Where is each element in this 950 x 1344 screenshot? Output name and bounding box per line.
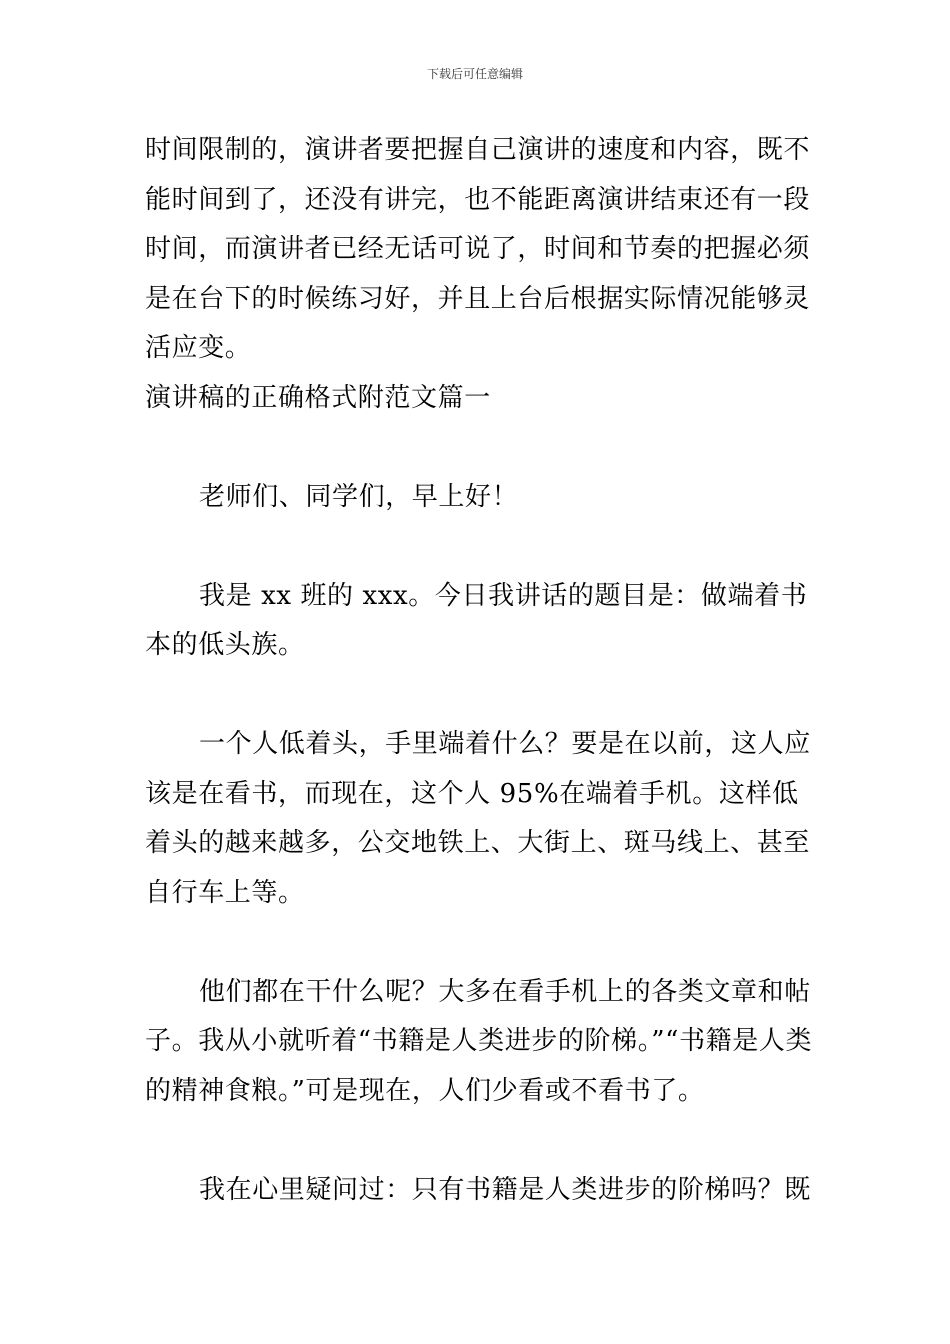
paragraph-spacer: [145, 1116, 815, 1166]
paragraph-phone-users: 一个人低着头，手里端着什么？要是在以前，这人应该是在看书，而现在，这个人 95%在端着手机。这样低着头的越来越多，公交地铁上、大街上、斑马线上、甚至自行车上等。: [145, 729, 811, 908]
paragraph-greeting: 老师们、同学们，早上好！: [199, 481, 519, 512]
paragraph-reading-habits: 他们都在干什么呢？大多在看手机上的各类文章和帖子。我从小就听着“书籍是人类进步的阶梯。”“书籍是人类的精神食粮。”可是现在，人们少看或不看书了。: [145, 976, 813, 1106]
paragraph-question: 我在心里疑问过：只有书籍是人类进步的阶梯吗？既: [199, 1174, 811, 1205]
paragraph-spacer: [145, 423, 815, 473]
section-heading: 演讲稿的正确格式附范文篇一: [145, 382, 491, 413]
document-body: [145, 126, 815, 1215]
paragraph-introduction: 我是 xx 班的 xxx。今日我讲话的题目是：做端着书本的低头族。: [145, 580, 808, 660]
page-header: 下载后可任意编辑: [426, 67, 523, 81]
paragraph-time-management: 时间限制的，演讲者要把握自己演讲的速度和内容，既不能时间到了，还没有讲完，也不能距离演讲结束还有一段时间，而演讲者已经无话可说了，时间和节奏的把握必须是在台下的时候练习好，并且上台后根据实际情况能够灵活应变。: [145, 135, 811, 363]
paragraph-spacer: [145, 671, 815, 721]
paragraph-spacer: [145, 918, 815, 968]
paragraph-spacer: [145, 522, 815, 572]
